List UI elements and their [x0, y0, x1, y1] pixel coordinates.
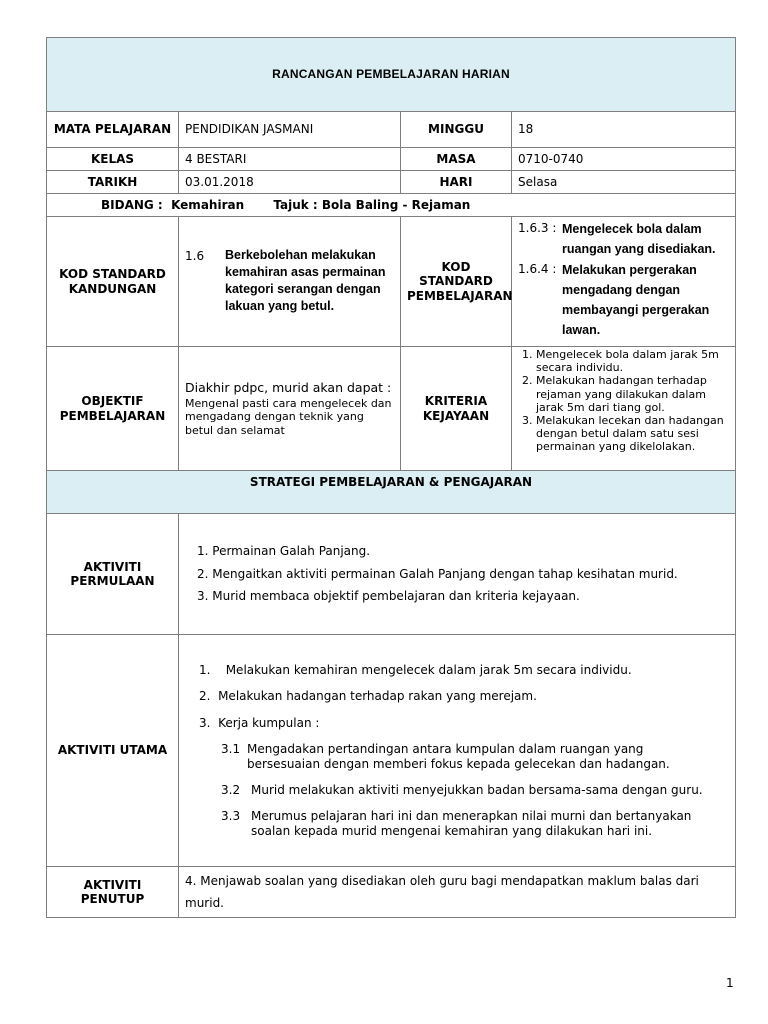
learning-standard-code: 1.6.3 : [518, 221, 557, 235]
page-number: 1 [726, 976, 734, 990]
main-item: 3. Kerja kumpulan : [199, 715, 320, 730]
week-value: 18 [512, 112, 736, 148]
learning-standard-item [518, 260, 729, 340]
day-value: Selasa [512, 171, 736, 194]
main-label: AKTIVITI UTAMA [47, 635, 179, 867]
main-subitem [221, 742, 729, 771]
main-item: 2. Melakukan hadangan terhadap rakan yang merejam. [199, 689, 537, 704]
criteria-label: KRITERIA KEJAYAAN [401, 347, 512, 471]
time-value: 0710-0740 [512, 148, 736, 171]
class-value: 4 BESTARI [179, 148, 401, 171]
subject-label: MATA PELAJARAN [47, 112, 179, 148]
learning-standard-text: Mengelecek bola dalam ruangan yang disediakan. [562, 222, 716, 256]
content-standard-code: 1.6 [185, 249, 205, 263]
closing-label: AKTIVITI PENUTUP [47, 867, 179, 918]
main-subitem-text: Mengadakan pertandingan antara kumpulan dalam ruangan yang bersesuaian dengan memberi fokus kepada gelecekan dan hadangan. [247, 742, 670, 771]
content-standard-label: KOD STANDARD KANDUNGAN [47, 217, 179, 347]
time-label: MASA [401, 148, 512, 171]
learning-standard-item [518, 219, 729, 259]
subject-value: PENDIDIKAN JASMANI [179, 112, 401, 148]
main-item: 1. Melakukan kemahiran mengelecek dalam jarak 5m secara individu. [199, 662, 632, 677]
main-subitem [221, 809, 729, 838]
criteria-item: 2. Melakukan hadangan terhadap rejaman yang dilakukan dalam jarak 5m dari tiang gol. [536, 374, 729, 414]
objective-intro: Diakhir pdpc, murid akan dapat : [185, 380, 392, 396]
lesson-plan-table [46, 37, 736, 918]
closing-text: 4. Menjawab soalan yang disediakan oleh guru bagi mendapatkan maklum balas dari murid. [179, 867, 736, 918]
opening-cell [179, 514, 736, 635]
main-subitem-number: 3.2 [221, 782, 241, 797]
week-label: MINGGU [401, 112, 512, 148]
opening-item: 3. Murid membaca objektif pembelajaran dan kriteria kejayaan. [197, 589, 580, 604]
criteria-list [518, 348, 729, 454]
content-standard-cell [179, 217, 401, 347]
opening-item: 2. Mengaitkan aktiviti permainan Galah Panjang dengan tahap kesihatan murid. [197, 566, 678, 581]
opening-item: 1. Permainan Galah Panjang. [197, 544, 371, 559]
learning-standard-code: 1.6.4 : [518, 262, 557, 276]
main-subitem-number: 3.3 [221, 809, 241, 824]
learning-standard-label: KOD STANDARD PEMBELAJARAN [401, 217, 512, 347]
objective-text: Mengenal pasti cara mengelecek dan mengadang dengan teknik yang betul dan selamat [185, 397, 392, 437]
main-cell [179, 635, 736, 867]
criteria-item: 1. Mengelecek bola dalam jarak 5m secara individu. [536, 348, 729, 374]
class-label: KELAS [47, 148, 179, 171]
learning-standard-text: Melakukan pergerakan mengadang dengan membayangi pergerakan lawan. [562, 263, 710, 337]
date-value: 03.01.2018 [179, 171, 401, 194]
content-standard-text: Berkebolehan melakukan kemahiran asas permainan kategori serangan dengan lakuan yang betul. [225, 248, 386, 313]
opening-label: AKTIVITI PERMULAAN [47, 514, 179, 635]
main-subitem [221, 783, 729, 797]
topic-row: BIDANG : Kemahiran Tajuk : Bola Baling - Rejaman [47, 194, 736, 217]
objective-label: OBJEKTIF PEMBELAJARAN [47, 347, 179, 471]
day-label: HARI [401, 171, 512, 194]
main-subitem-text: Merumus pelajaran hari ini dan menerapkan nilai murni dan bertanyakan soalan kepada murid mengenai kemahiran yang dilakukan hari ini. [251, 809, 692, 838]
criteria-item: 3. Melakukan lecekan dan hadangan dengan betul dalam satu sesi permainan yang dikelolakan. [536, 414, 729, 454]
main-subitem-text: Murid melakukan aktiviti menyejukkan badan bersama-sama dengan guru. [251, 782, 703, 797]
criteria-cell [512, 347, 736, 471]
learning-standard-cell [512, 217, 736, 347]
date-label: TARIKH [47, 171, 179, 194]
page-title: RANCANGAN PEMBELAJARAN HARIAN [47, 38, 736, 112]
strategy-heading: STRATEGI PEMBELAJARAN & PENGAJARAN [47, 471, 736, 514]
objective-cell [179, 347, 401, 471]
main-subitem-number: 3.1 [221, 742, 241, 757]
